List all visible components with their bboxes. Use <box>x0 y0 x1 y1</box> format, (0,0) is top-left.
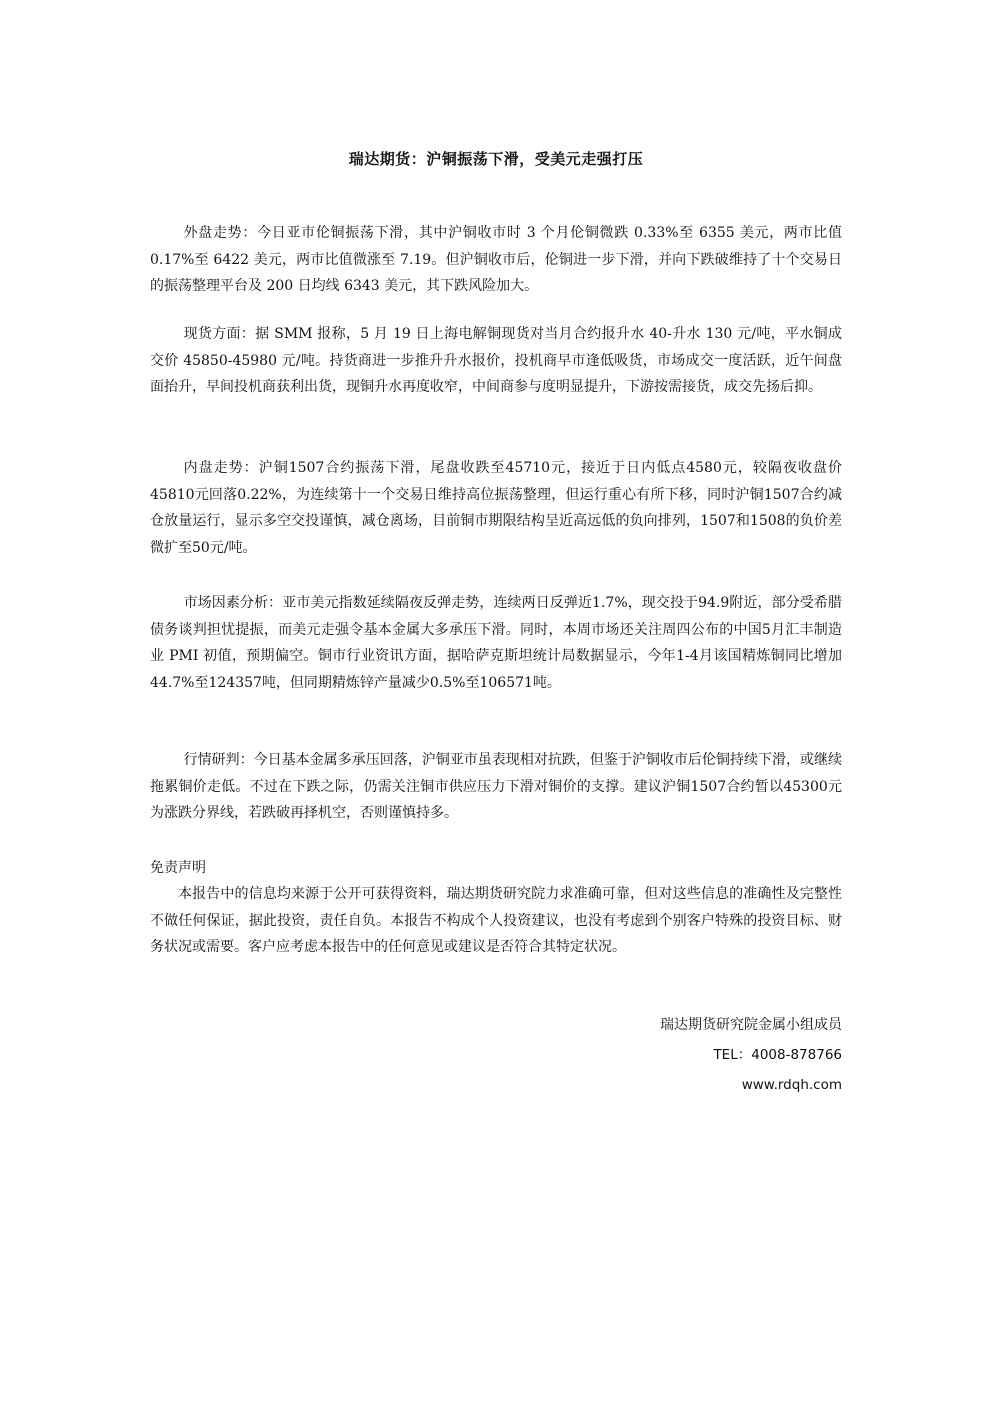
disclaimer-heading: 免责声明 <box>150 860 206 876</box>
footer-org: 瑞达期货研究院金属小组成员 <box>660 1017 842 1033</box>
paragraph-spot-market: 现货方面：据 SMM 报称，5 月 19 日上海电解铜现货对当月合约报升水 40-升水 130 元/吨，平水铜成交价 45850-45980 元/吨。持货商进一步推升升水报价，投机商早市逢低吸货，市场成交一度活跃，近午间盘面抬升，早间投机商获利出货，现铜升水再度收窄，中间商参与度明显提升，下游按需接货，成交先扬后抑。 <box>150 326 842 395</box>
paragraph-market-outlook: 行情研判：今日基本金属多承压回落，沪铜亚市虽表现相对抗跌，但鉴于沪铜收市后伦铜持续下滑，或继续拖累铜价走低。不过在下跌之际，仍需关注铜市供应压力下滑对铜价的支撑。建议沪铜1507合约暂以45300元为涨跌分界线，若跌破再择机空，否则谨慎持多。 <box>150 752 842 821</box>
document-title: 瑞达期货：沪铜振荡下滑，受美元走强打压 <box>348 150 644 168</box>
paragraph-market-factors: 市场因素分析：亚市美元指数延续隔夜反弹走势，连续两日反弹近1.7%，现交投于94.9附近，部分受希腊债务谈判担忧提振，而美元走强令基本金属大多承压下滑。同时，本周市场还关注周四公布的中国5月汇丰制造业 PMI 初值，预期偏空。铜市行业资讯方面，据哈萨克斯坦统计局数据显示，今年1-4月该国精炼铜同比增加44.7%至124357吨，但同期精炼锌产量减少0.5%至106571吨。 <box>150 595 842 691</box>
footer-website-link[interactable]: www.rdqh.com <box>741 1077 842 1093</box>
footer-tel: TEL：4008-878766 <box>713 1047 842 1063</box>
paragraph-external-market: 外盘走势：今日亚市伦铜振荡下滑，其中沪铜收市时 3 个月伦铜微跌 0.33%至 6355 美元，两市比值 0.17%至 6422 美元，两市比值微涨至 7.19。但沪铜收市后，伦铜进一步下滑，并向下跌破维持了十个交易日的振荡整理平台及 200 日均线 6343 美元，其下跌风险加大。 <box>150 225 842 294</box>
paragraph-domestic-market: 内盘走势：沪铜1507合约振荡下滑，尾盘收跌至45710元，接近于日内低点4580元，较隔夜收盘价45810元回落0.22%，为连续第十一个交易日维持高位振荡整理，但运行重心有所下移，同时沪铜1507合约减仓放量运行，显示多空交投谨慎，减仓离场，目前铜市期限结构呈近高远低的负向排列，1507和1508的负价差微扩至50元/吨。 <box>150 460 842 556</box>
disclaimer-text: 本报告中的信息均来源于公开可获得资料，瑞达期货研究院力求准确可靠，但对这些信息的准确性及完整性不做任何保证，据此投资，责任自负。本报告不构成个人投资建议，也没有考虑到个别客户特殊的投资目标、财务状况或需要。客户应考虑本报告中的任何意见或建议是否符合其特定状况。 <box>150 886 842 955</box>
footer-block <box>442 1010 842 1100</box>
